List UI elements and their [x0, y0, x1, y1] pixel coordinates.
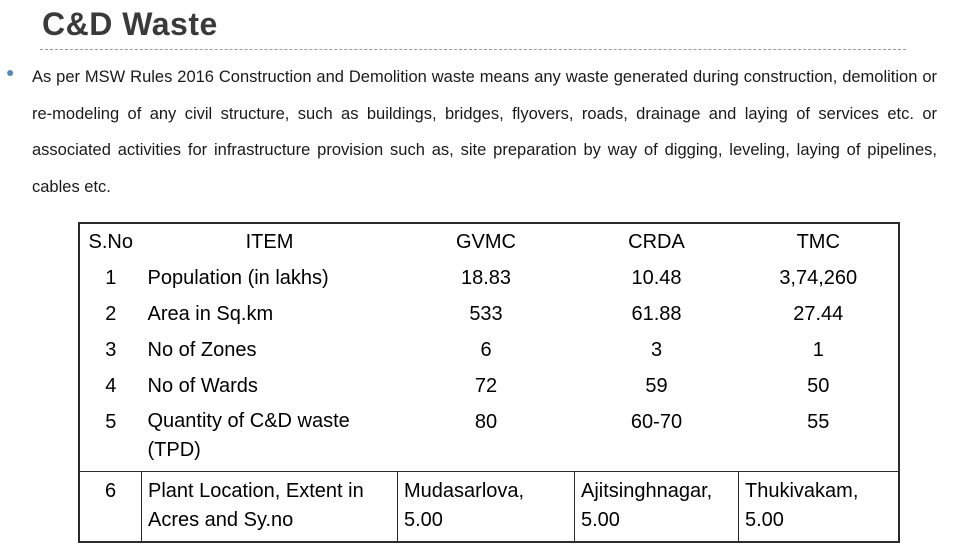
row-gvmc: Mudasarlova, 5.00 [398, 472, 575, 543]
row-crda: 61.88 [631, 303, 682, 325]
header-crda: CRDA [575, 223, 739, 260]
table-row [79, 472, 899, 543]
row-item: No of Wards [147, 375, 258, 397]
table-row [79, 404, 899, 472]
header-item: ITEM [142, 223, 398, 260]
row-gvmc: 18.83 [460, 267, 512, 289]
row-gvmc: 72 [474, 375, 498, 397]
header-sno: S.No [79, 223, 142, 260]
slide-title: C&D Waste [42, 6, 218, 42]
row-item: No of Zones [147, 339, 257, 361]
table-row [79, 260, 899, 296]
definition-paragraph: As per MSW Rules 2016 Construction and Demolition waste means any waste generated during construction, demolition or re-modeling of any civil structure, such as buildings, bridges, flyovers, roads, drainage and laying of services etc. or associated activities for infrastructure provision such as, site preparation by way of digging, leveling, laying of pipelines, cables etc. [32, 68, 937, 196]
row-sno: 2 [79, 296, 142, 332]
row-item: Population (in lakhs) [147, 267, 329, 289]
table-row [79, 296, 899, 332]
row-crda: 59 [645, 375, 668, 397]
row-sno: 6 [79, 472, 142, 543]
row-item: Quantity of C&D waste (TPD) [142, 404, 398, 472]
row-gvmc: 533 [469, 303, 503, 325]
row-item: Area in Sq.km [147, 303, 274, 325]
row-crda: 60-70 [575, 404, 739, 472]
title-divider [40, 49, 906, 50]
bullet-icon: ● [6, 64, 15, 80]
table-row [79, 368, 899, 404]
row-gvmc: 80 [398, 404, 575, 472]
table-header-row [79, 223, 899, 260]
row-tmc: 50 [739, 368, 900, 404]
table-row [79, 332, 899, 368]
header-gvmc: GVMC [398, 223, 575, 260]
row-sno: 4 [79, 368, 142, 404]
cd-waste-table [78, 222, 900, 543]
row-tmc: 55 [739, 404, 900, 472]
row-sno: 3 [79, 332, 142, 368]
row-sno: 1 [79, 260, 142, 296]
row-gvmc: 6 [480, 339, 492, 361]
row-item: Plant Location, Extent in Acres and Sy.no [142, 472, 398, 543]
row-tmc: Thukivakam, 5.00 [739, 472, 900, 543]
row-tmc: 3,74,260 [739, 260, 900, 296]
row-tmc: 1 [739, 332, 900, 368]
header-tmc: TMC [739, 223, 900, 260]
row-crda: Ajitsinghnagar, 5.00 [575, 472, 739, 543]
row-crda: 10.48 [631, 267, 682, 289]
row-sno: 5 [79, 404, 142, 472]
row-tmc: 27.44 [739, 296, 900, 332]
row-crda: 3 [650, 339, 663, 361]
